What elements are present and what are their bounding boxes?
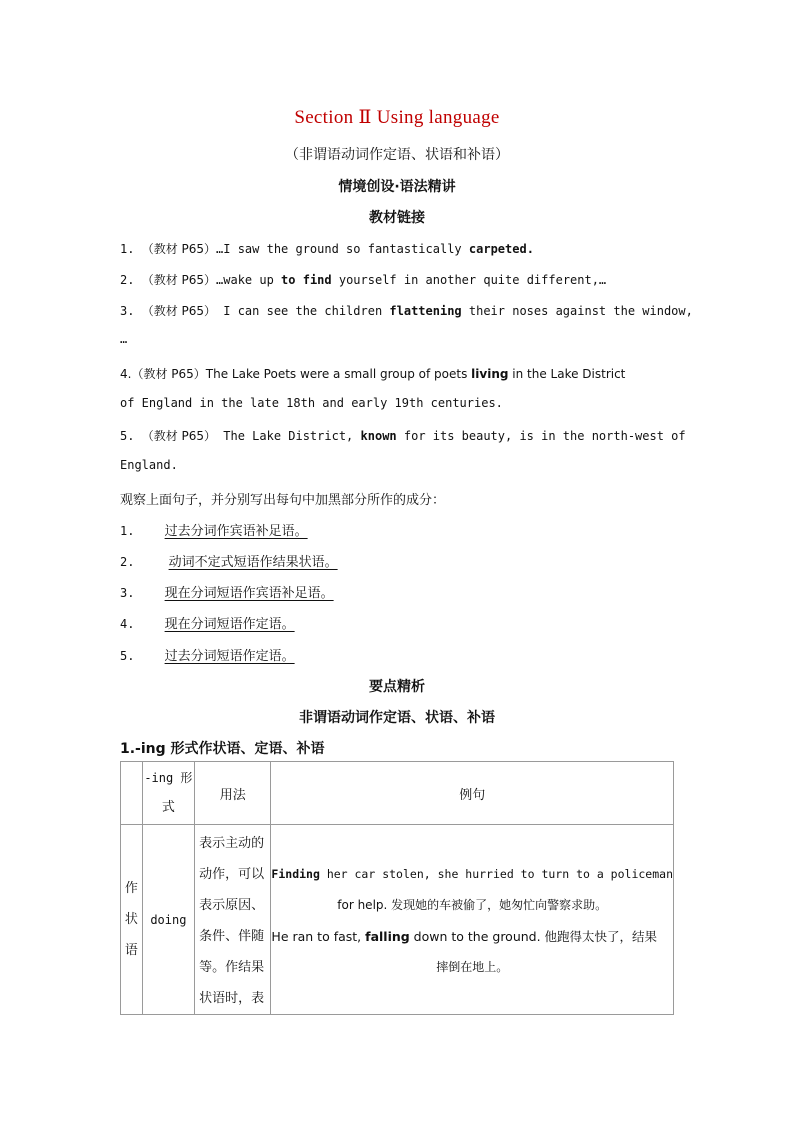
- table-header-usage: 用法: [195, 762, 271, 825]
- example-sentence-text: her car stolen, she hurried to turn to a policeman: [319, 867, 673, 881]
- row-usage-description: [195, 825, 271, 1015]
- example-text: …I saw the ground so fantastically: [216, 242, 469, 256]
- example-number: 4.: [120, 367, 132, 381]
- usage-line: 表示主动的: [199, 836, 265, 851]
- answer-text: 过去分词短语作定语。: [164, 649, 295, 664]
- row-label-char: 语: [124, 943, 138, 958]
- example-bold-phrase: living: [471, 367, 509, 381]
- example-bold-phrase: carpeted.: [468, 242, 534, 256]
- example-bold-word: falling: [365, 929, 410, 944]
- section-heading-scenario: 情境创设·语法精讲: [338, 179, 456, 195]
- example-source: （教材 P65）: [141, 273, 217, 287]
- example-2: [120, 271, 676, 288]
- example-text: The Lake District,: [216, 429, 361, 443]
- example-bold-word: Finding: [271, 867, 320, 881]
- example-sentence-1: [271, 859, 673, 890]
- section-heading-nonfinite: 非谓语动词作定语、状语、补语: [299, 710, 495, 726]
- answer-text: 过去分词作宾语补足语。: [164, 524, 308, 539]
- example-source: （教材 P65）: [141, 429, 217, 443]
- example-number: 1.: [120, 242, 135, 256]
- example-5-continuation: England.: [120, 458, 178, 472]
- answer-text: 现在分词短语作定语。: [164, 617, 295, 632]
- example-sentence-1-translation: for help. 发现她的车被偷了，她匆忙向警察求助。: [337, 898, 608, 912]
- header-form-line: 式: [161, 800, 175, 815]
- answer-number: 5.: [120, 649, 135, 663]
- answer-text: 动词不定式短语作结果状语。: [168, 555, 338, 570]
- example-bold-phrase: flattening: [389, 304, 462, 318]
- example-text: yourself in another quite different,…: [331, 273, 607, 287]
- answer-text: 现在分词短语作宾语补足语。: [164, 586, 334, 601]
- answer-5: [120, 645, 325, 664]
- answer-number: 3.: [120, 586, 135, 600]
- usage-line: 等。作结果: [199, 960, 265, 975]
- row-label-char: 作: [124, 881, 138, 896]
- ing-usage-table: [120, 761, 674, 1015]
- example-3: [120, 302, 693, 319]
- example-sentence-2: [271, 921, 673, 952]
- example-number: 5.: [120, 429, 135, 443]
- answer-1: [120, 520, 334, 539]
- table-header-empty: [121, 762, 143, 825]
- usage-line: 条件、伴随: [199, 929, 265, 944]
- point-heading-ing-form: 1.-ing 形式作状语、定语、补语: [120, 741, 325, 757]
- answer-number: 2.: [120, 555, 135, 569]
- row-label-char: 状: [124, 912, 138, 927]
- example-sentence-text: down to the ground. 他跑得太快了，结果: [409, 929, 658, 944]
- example-bold-phrase: to find: [281, 273, 332, 287]
- example-text: The Lake Poets were a small group of poets: [205, 367, 472, 381]
- example-text: …wake up: [216, 273, 282, 287]
- answer-3: [120, 582, 364, 601]
- section-heading-textbook: 教材链接: [369, 210, 425, 226]
- example-number: 2.: [120, 273, 135, 287]
- section-heading-key-points: 要点精析: [369, 679, 425, 695]
- answer-number: 4.: [120, 617, 135, 631]
- instruction-text: 观察上面句子，并分别写出每句中加黑部分所作的成分：: [120, 493, 446, 508]
- row-form-doing: doing: [142, 825, 194, 1015]
- usage-line: 表示原因、: [199, 898, 265, 913]
- table-row-adverbial: [121, 825, 674, 1015]
- example-4-continuation: of England in the late 18th and early 19th centuries.: [120, 396, 503, 410]
- page-title: Section Ⅱ Using language: [294, 107, 500, 128]
- example-number: 3.: [120, 304, 135, 318]
- example-source: （教材 P65）: [141, 304, 217, 318]
- row-label-adverbial: [121, 825, 143, 1015]
- example-3-continuation: …: [120, 332, 128, 346]
- example-source: （教材 P65）: [131, 367, 206, 381]
- usage-line: 动作，可以: [199, 867, 265, 882]
- usage-line: 状语时，表: [199, 991, 265, 1006]
- example-text: in the Lake District: [508, 367, 626, 381]
- answer-number: 1.: [120, 524, 135, 538]
- example-text: I can see the children: [216, 304, 390, 318]
- row-example-sentences: [271, 825, 674, 1015]
- table-header-example: 例句: [271, 762, 674, 825]
- answer-4: [120, 613, 325, 632]
- example-sentence-2-translation: 摔倒在地上。: [436, 960, 509, 974]
- example-4: [120, 365, 676, 382]
- table-header-row: [121, 762, 674, 825]
- example-text: for its beauty, is in the north-west of: [396, 429, 686, 443]
- example-source: （教材 P65）: [141, 242, 217, 256]
- answer-2: [120, 551, 364, 570]
- example-bold-phrase: known: [360, 429, 397, 443]
- example-sentence-text: He ran to fast,: [271, 929, 366, 944]
- example-1: [120, 240, 676, 257]
- example-text: their noses against the window,: [461, 304, 693, 318]
- table-header-form: [142, 762, 194, 825]
- example-5: [120, 427, 686, 444]
- header-form-line: -ing 形: [144, 771, 193, 785]
- page-subtitle: （非谓语动词作定语、状语和补语）: [285, 147, 509, 163]
